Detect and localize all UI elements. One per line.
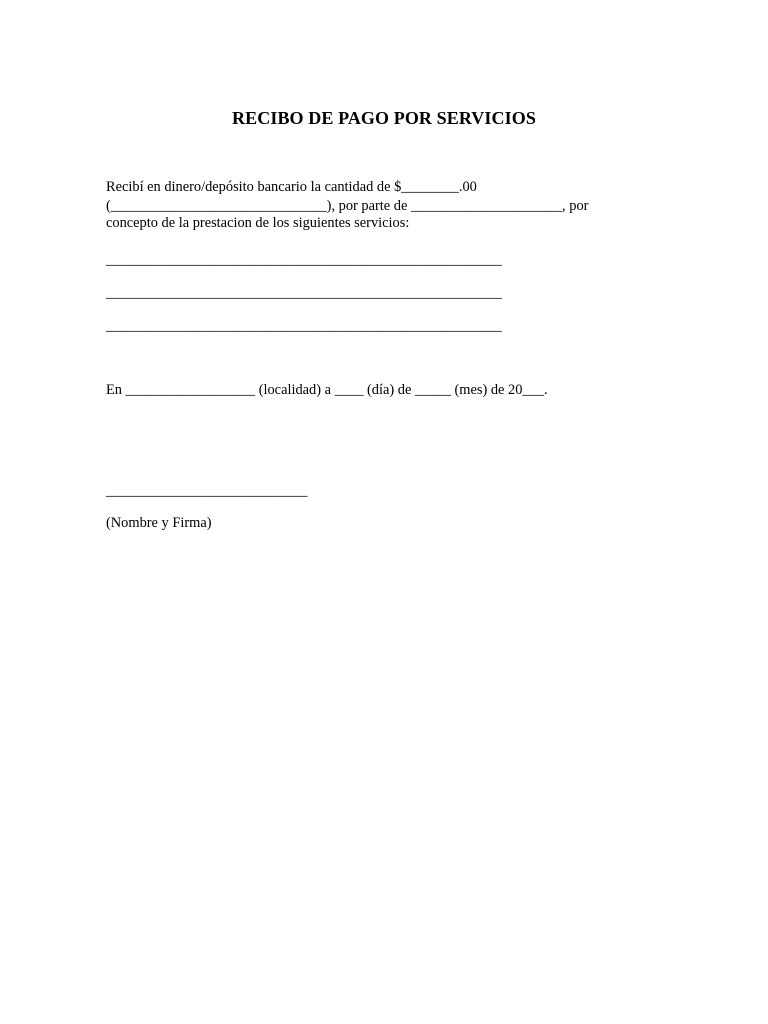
signature-line: ____________________________ [106,483,308,499]
signature-caption: (Nombre y Firma) [106,515,212,531]
place-date-line: En __________________ (localidad) a ____ (día) de _____ (mes) de 20___. [106,382,548,398]
service-blank-line: _______________________________________________________ [106,285,502,301]
intro-line-payer: (______________________________), por parte de _____________________, por [106,198,589,214]
service-blank-line: _______________________________________________________ [106,318,502,334]
document-title: RECIBO DE PAGO POR SERVICIOS [232,108,536,128]
service-blank-line: _______________________________________________________ [106,252,502,268]
intro-line-amount: Recibí en dinero/depósito bancario la cantidad de $________.00 [106,179,477,195]
intro-line-concept: concepto de la prestacion de los siguientes servicios: [106,215,410,231]
